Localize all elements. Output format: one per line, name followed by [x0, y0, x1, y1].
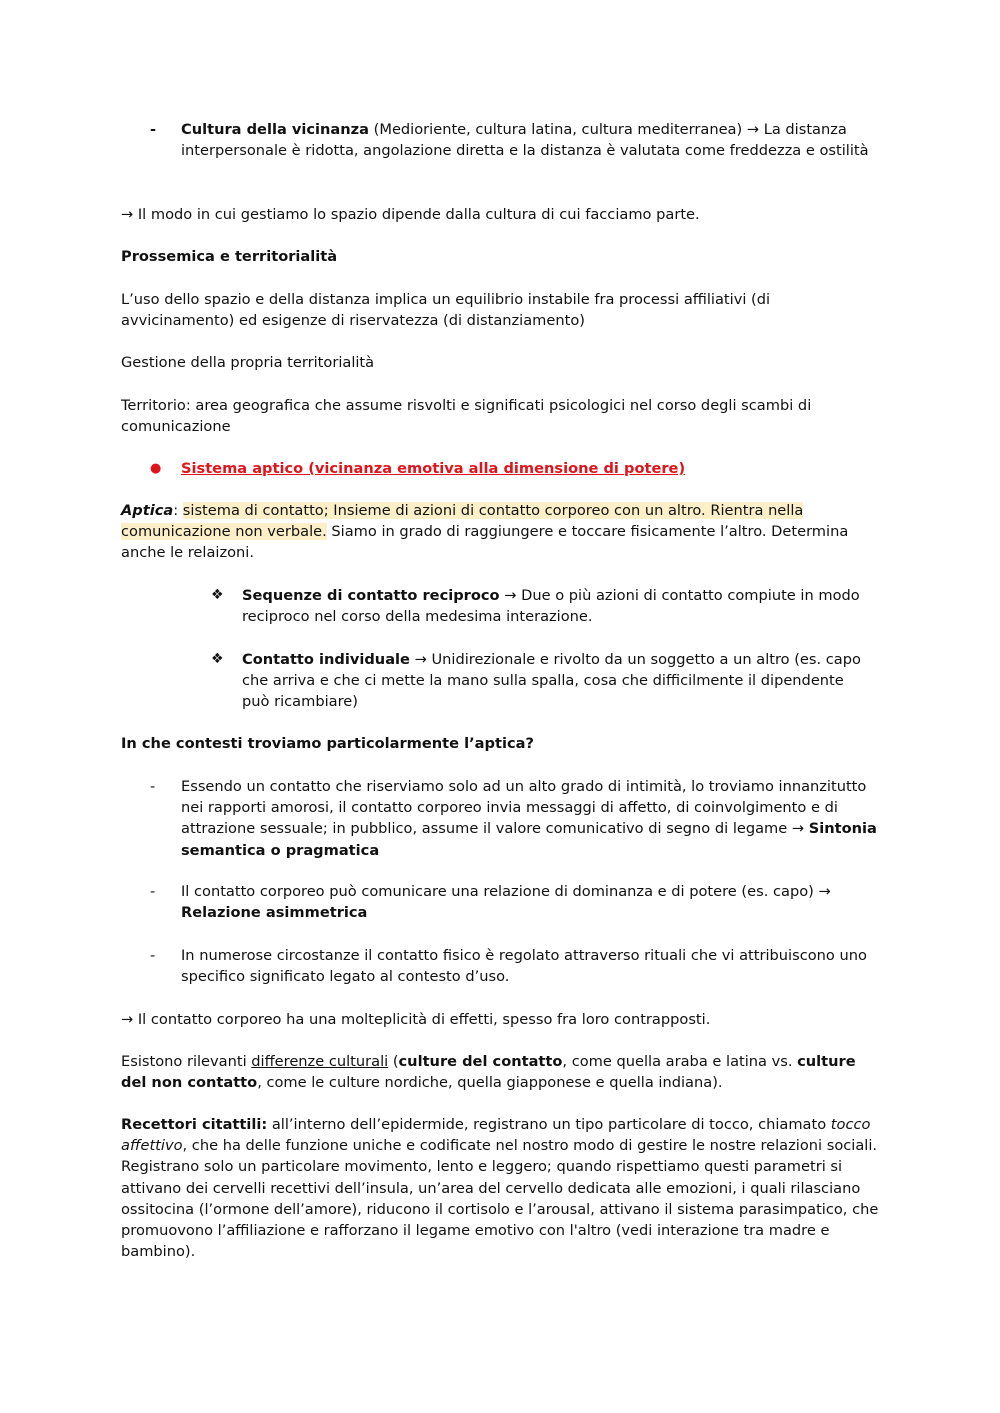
italic-term: tocco affettivo — [121, 1116, 871, 1155]
heading-prossemica: Prossemica e territorialità — [121, 248, 338, 265]
bullet-text: → Unidirezionale e rivolto da un soggetto a un altro (es. capo che arriva e che ci mette la mano sulla spalla, cosa che difficilmente il dipendente può ricambiare) — [242, 651, 861, 711]
bullet-dash: - — [150, 883, 156, 900]
heading-contesti-aptica: In che contesti troviamo particolarmente l’aptica? — [121, 735, 534, 752]
text-span: Esistono rilevanti — [121, 1053, 252, 1070]
text-span: ( — [388, 1053, 399, 1070]
bullet-rapporti-amorosi — [181, 776, 881, 861]
text-span: , che ha delle funzione uniche e codificate nel nostro modo di gestire le nostre relazioni sociali. Registrano solo un particolare movimento, lento e leggero; quando rispettiamo questi parametri si attivano dei cervelli recettivi dell’insula, un’area del cervello dedicata alle emozioni, i quali rilasciano ossitocina (l’ormone dell’amore), riducono il cortisolo e l’arousal, attivano il sistema parasimpatico, che promuovono l’affiliazione e rafforzano il legame emotivo con l'altro (vedi interazione tra madre e bambino). — [121, 1137, 879, 1261]
bullet-text: Essendo un contatto che riserviamo solo ad un alto grado di intimità, lo troviamo innanzitutto nei rapporti amorosi, il contatto corporeo invia messaggi di affetto, di coinvolgimento e di attrazione sessuale; in pubblico, assume il valore comunicativo di segno di legame → — [181, 778, 867, 838]
bullet-dash: - — [150, 121, 157, 138]
bold-term: Sintonia semantica o pragmatica — [181, 820, 877, 859]
bullet-rituali: In numerose circostanze il contatto fisico è regolato attraverso rituali che vi attribuiscono uno specifico significato legato al contesto d’uso. — [181, 947, 867, 986]
bullet-dash: - — [150, 778, 156, 795]
bullet-text: → Due o più azioni di contatto compiute in modo reciproco nel corso della medesima interazione. — [242, 587, 860, 626]
bullet-text: Il contatto corporeo può comunicare una relazione di dominanza e di potere (es. capo) → — [181, 883, 831, 900]
paragraph-differenze-culturali — [121, 1051, 881, 1093]
bullet-cultura-vicinanza — [181, 119, 881, 161]
bold-term: Relazione asimmetrica — [181, 904, 368, 922]
underlined-term: differenze culturali — [251, 1053, 389, 1070]
paragraph-uso-spazio: L’uso dello spazio e della distanza implica un equilibrio instabile fra processi affiliativi (di avvicinamento) ed esigenze di riservatezza (di distanziamento) — [121, 291, 771, 330]
bullet-dash: - — [150, 947, 156, 964]
paragraph-recettori-citattili — [121, 1114, 881, 1262]
bullet-sequenze-contatto — [242, 585, 872, 627]
bold-term: Recettori citattili: — [121, 1116, 268, 1133]
bold-term: culture del non contatto — [121, 1053, 856, 1092]
heading-sistema-aptico — [181, 458, 881, 479]
bold-term: culture del contatto — [398, 1053, 563, 1070]
paragraph-aptica — [121, 500, 881, 564]
highlighted-definition: sistema di contatto; Insieme di azioni di contatto corporeo con un altro. Rientra nella comunicazione non verbale. — [121, 502, 804, 541]
diamond-bullet-icon: ❖ — [211, 651, 224, 667]
text-span: all’interno dell’epidermide, registrano un tipo particolare di tocco, chiamato — [267, 1116, 831, 1133]
term-aptica: Aptica — [121, 502, 174, 519]
bold-term: Contatto individuale — [242, 651, 410, 668]
diamond-bullet-icon: ❖ — [211, 587, 224, 603]
paragraph-territorio: Territorio: area geografica che assume risvolti e significati psicologici nel corso degli scambi di comunicazione — [121, 397, 812, 436]
paragraph-rest: Siamo in grado di raggiungere e toccare fisicamente l’altro. Determina anche le relaizoni. — [121, 523, 849, 562]
paragraph-gestione-territorialita: Gestione della propria territorialità — [121, 354, 375, 371]
bullet-dominanza — [181, 881, 881, 923]
bold-term: Sequenze di contatto reciproco — [242, 587, 500, 604]
paragraph-spazio-cultura: → Il modo in cui gestiamo lo spazio dipende dalla cultura di cui facciamo parte. — [121, 206, 700, 223]
bold-term: Cultura della vicinanza — [181, 121, 370, 138]
red-underlined-title: Sistema aptico (vicinanza emotiva alla dimensione di potere) — [181, 460, 686, 477]
bullet-dot: ● — [150, 461, 162, 476]
colon: : — [173, 502, 183, 519]
text-span: , come quella araba e latina vs. — [562, 1053, 798, 1070]
bullet-contatto-individuale — [242, 649, 872, 713]
text-span: , come le culture nordiche, quella giapponese e quella indiana). — [257, 1074, 723, 1092]
bullet-text: (Medioriente, cultura latina, cultura mediterranea) → La distanza interpersonale è ridotta, angolazione diretta e la distanza è valutata come freddezza e ostilità — [181, 121, 869, 160]
paragraph-molteplicita-effetti: → Il contatto corporeo ha una molteplicità di effetti, spesso fra loro contrapposti. — [121, 1011, 711, 1028]
